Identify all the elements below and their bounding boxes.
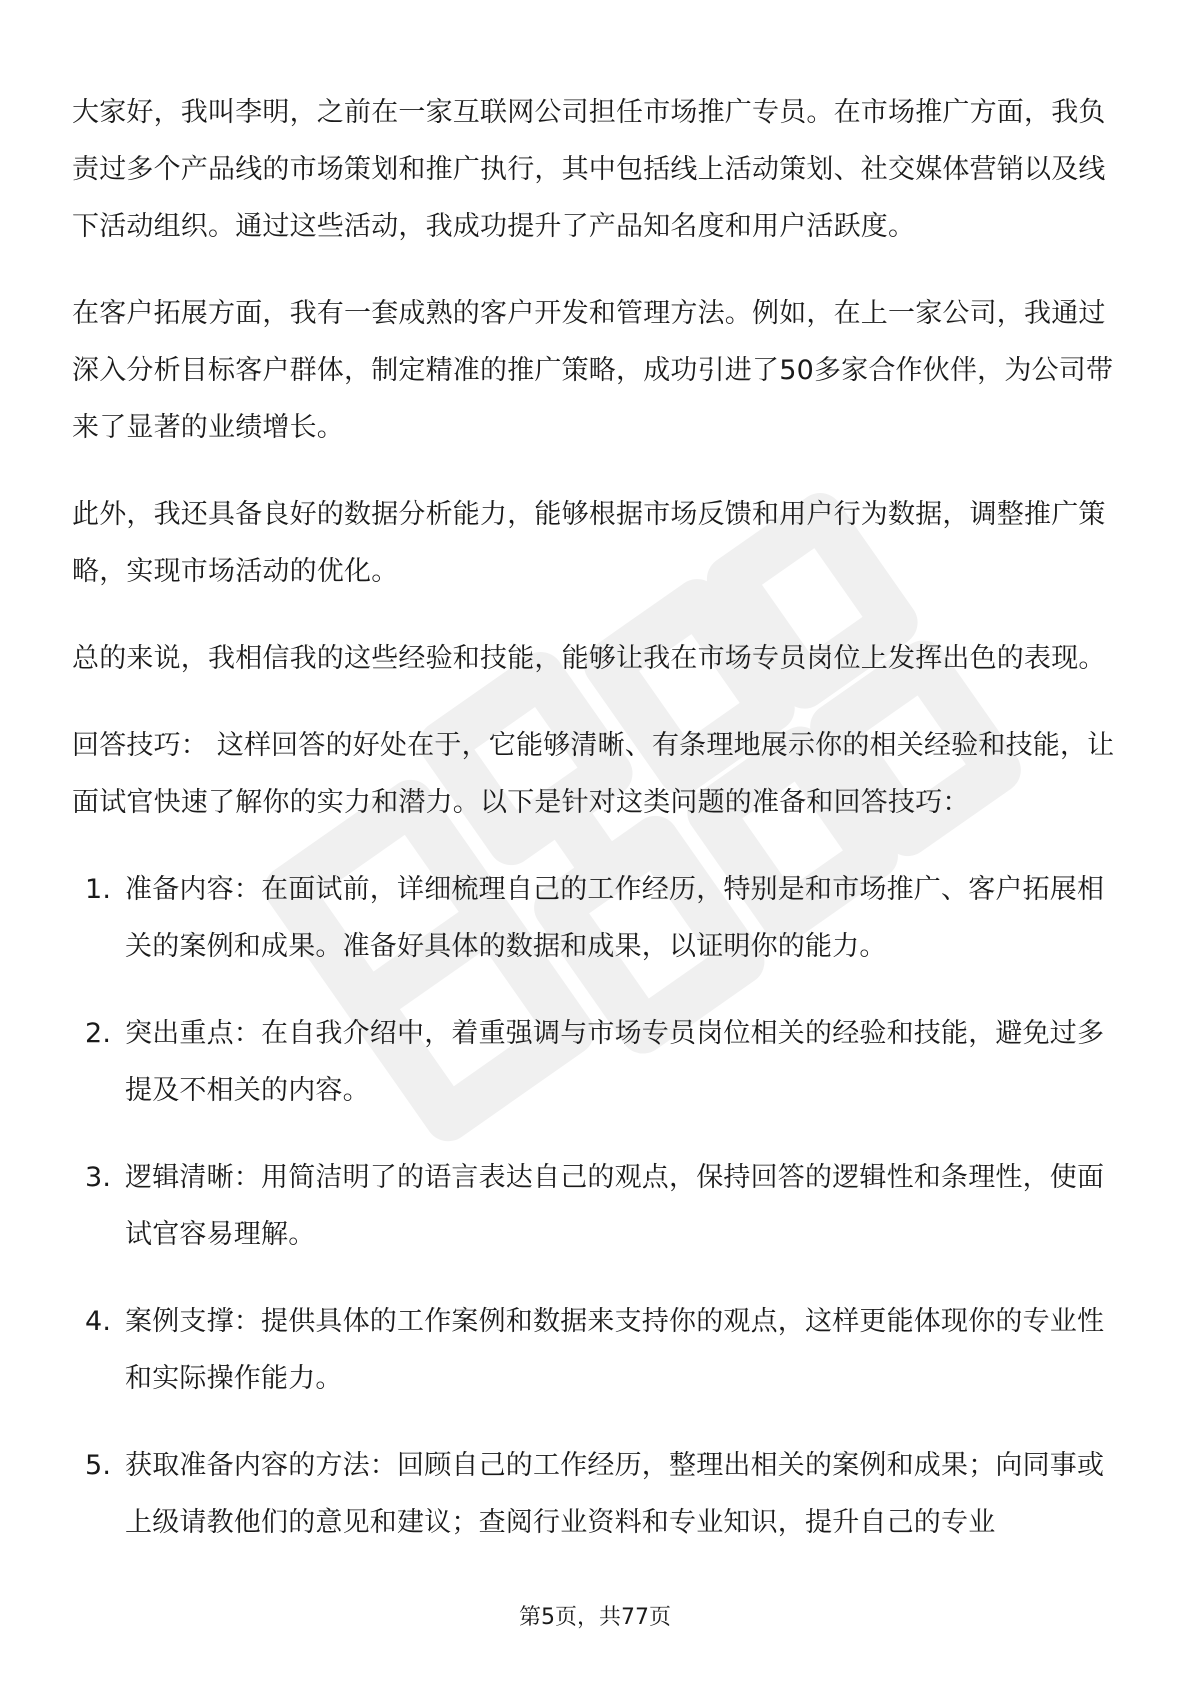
- list-item: [72, 861, 1122, 975]
- list-item: [72, 1293, 1122, 1407]
- paragraph-client-expansion: 在客户拓展方面，我有一套成熟的客户开发和管理方法。例如，在上一家公司，我通过深入分析目标客户群体，制定精准的推广策略，成功引进了50多家合作伙伴，为公司带来了显著的业绩增长。: [72, 298, 1114, 443]
- list-item-text: 逻辑清晰：用简洁明了的语言表达自己的观点，保持回答的逻辑性和条理性，使面试官容易理解。: [125, 1162, 1105, 1250]
- list-item: [72, 1005, 1122, 1119]
- list-item-number: 1.: [85, 874, 112, 905]
- list-item-number: 3.: [85, 1162, 112, 1193]
- list-item-number: 5.: [85, 1450, 112, 1481]
- paragraph-data-analysis: 此外，我还具备良好的数据分析能力，能够根据市场反馈和用户行为数据，调整推广策略，实现市场活动的优化。: [72, 499, 1106, 587]
- list-item-number: 4.: [85, 1306, 112, 1337]
- page-number-footer: 第5页，共77页: [519, 1605, 671, 1630]
- list-item-text: 突出重点：在自我介绍中，着重强调与市场专员岗位相关的经验和技能，避免过多提及不相关的内容。: [125, 1018, 1105, 1106]
- list-item: [72, 1149, 1122, 1263]
- document-body: [72, 84, 1122, 1581]
- list-item-number: 2.: [85, 1018, 112, 1049]
- tips-list: [72, 861, 1122, 1551]
- list-item-text: 准备内容：在面试前，详细梳理自己的工作经历，特别是和市场推广、客户拓展相关的案例和成果。准备好具体的数据和成果，以证明你的能力。: [125, 874, 1105, 962]
- list-item-text: 案例支撑：提供具体的工作案例和数据来支持你的观点，这样更能体现你的专业性和实际操作能力。: [125, 1306, 1105, 1394]
- list-item: [72, 1437, 1122, 1551]
- paragraph-intro: 大家好，我叫李明，之前在一家互联网公司担任市场推广专员。在市场推广方面，我负责过多个产品线的市场策划和推广执行，其中包括线上活动策划、社交媒体营销以及线下活动组织。通过这些活动，我成功提升了产品知名度和用户活跃度。: [72, 97, 1106, 242]
- list-item-text: 获取准备内容的方法：回顾自己的工作经历，整理出相关的案例和成果；向同事或上级请教他们的意见和建议；查阅行业资料和专业知识，提升自己的专业: [125, 1450, 1105, 1538]
- paragraph-summary: 总的来说，我相信我的这些经验和技能，能够让我在市场专员岗位上发挥出色的表现。: [72, 643, 1106, 674]
- paragraph-answer-tips: 回答技巧： 这样回答的好处在于，它能够清晰、有条理地展示你的相关经验和技能，让面试官快速了解你的实力和潜力。以下是针对这类问题的准备和回答技巧：: [72, 730, 1115, 818]
